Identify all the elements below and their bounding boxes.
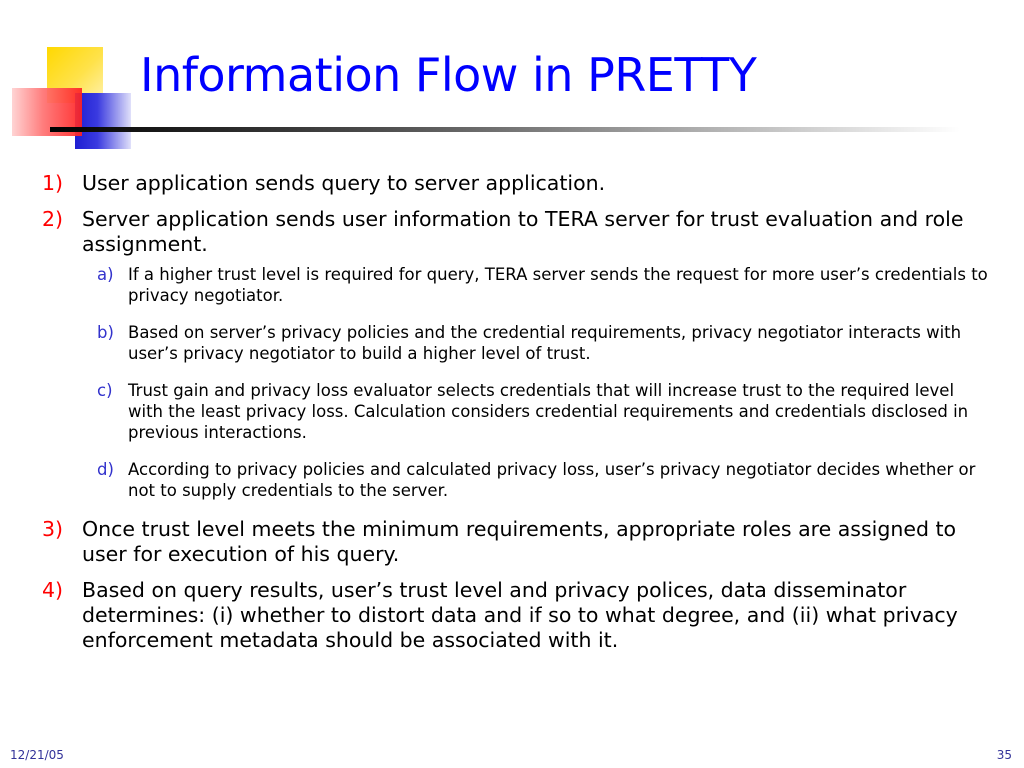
sub-text: If a higher trust level is required for query, TERA server sends the request for more user’s credentials to privacy negotiator. xyxy=(128,265,988,305)
sub-item-d xyxy=(97,459,992,501)
item-marker: 3) xyxy=(42,517,64,541)
item-text: Once trust level meets the minimum requirements, appropriate roles are assigned to user for execution of his query. xyxy=(82,517,957,566)
sub-item-a xyxy=(97,264,992,306)
list-item-4 xyxy=(42,578,992,653)
footer-date: 12/21/05 xyxy=(10,748,64,762)
sub-text: Trust gain and privacy loss evaluator selects credentials that will increase trust to the required level with the least privacy loss. Calculation considers credential requirements and credentials disclosed in previous interactions. xyxy=(128,381,969,442)
slide-title: Information Flow in PRETTY xyxy=(140,48,757,102)
sub-marker: d) xyxy=(97,460,114,479)
title-underline xyxy=(50,127,960,132)
bullet-list xyxy=(42,171,992,664)
sub-item-c xyxy=(97,380,992,443)
sub-marker: a) xyxy=(97,265,114,284)
list-item-2 xyxy=(42,207,992,257)
slide-logo-decoration xyxy=(0,0,160,160)
blue-square xyxy=(75,93,131,149)
sub-marker: c) xyxy=(97,381,113,400)
sub-list xyxy=(97,264,992,501)
item-text: Server application sends user information to TERA server for trust evaluation and role assignment. xyxy=(82,207,964,256)
item-marker: 4) xyxy=(42,578,64,602)
sub-text: According to privacy policies and calculated privacy loss, user’s privacy negotiator decides whether or not to supply credentials to the server. xyxy=(128,460,976,500)
list-item-1 xyxy=(42,171,992,196)
sub-text: Based on server’s privacy policies and the credential requirements, privacy negotiator interacts with user’s privacy negotiator to build a higher level of trust. xyxy=(128,323,962,363)
item-marker: 2) xyxy=(42,207,64,231)
item-text: User application sends query to server application. xyxy=(82,171,606,195)
sub-marker: b) xyxy=(97,323,114,342)
list-item-3 xyxy=(42,517,992,567)
slide-number: 35 xyxy=(996,748,1012,762)
sub-item-b xyxy=(97,322,992,364)
item-text: Based on query results, user’s trust level and privacy polices, data disseminator determines: (i) whether to distort data and if so to what degree, and (ii) what privacy enforcement metadata should be associated with it. xyxy=(82,578,958,652)
item-marker: 1) xyxy=(42,171,64,195)
